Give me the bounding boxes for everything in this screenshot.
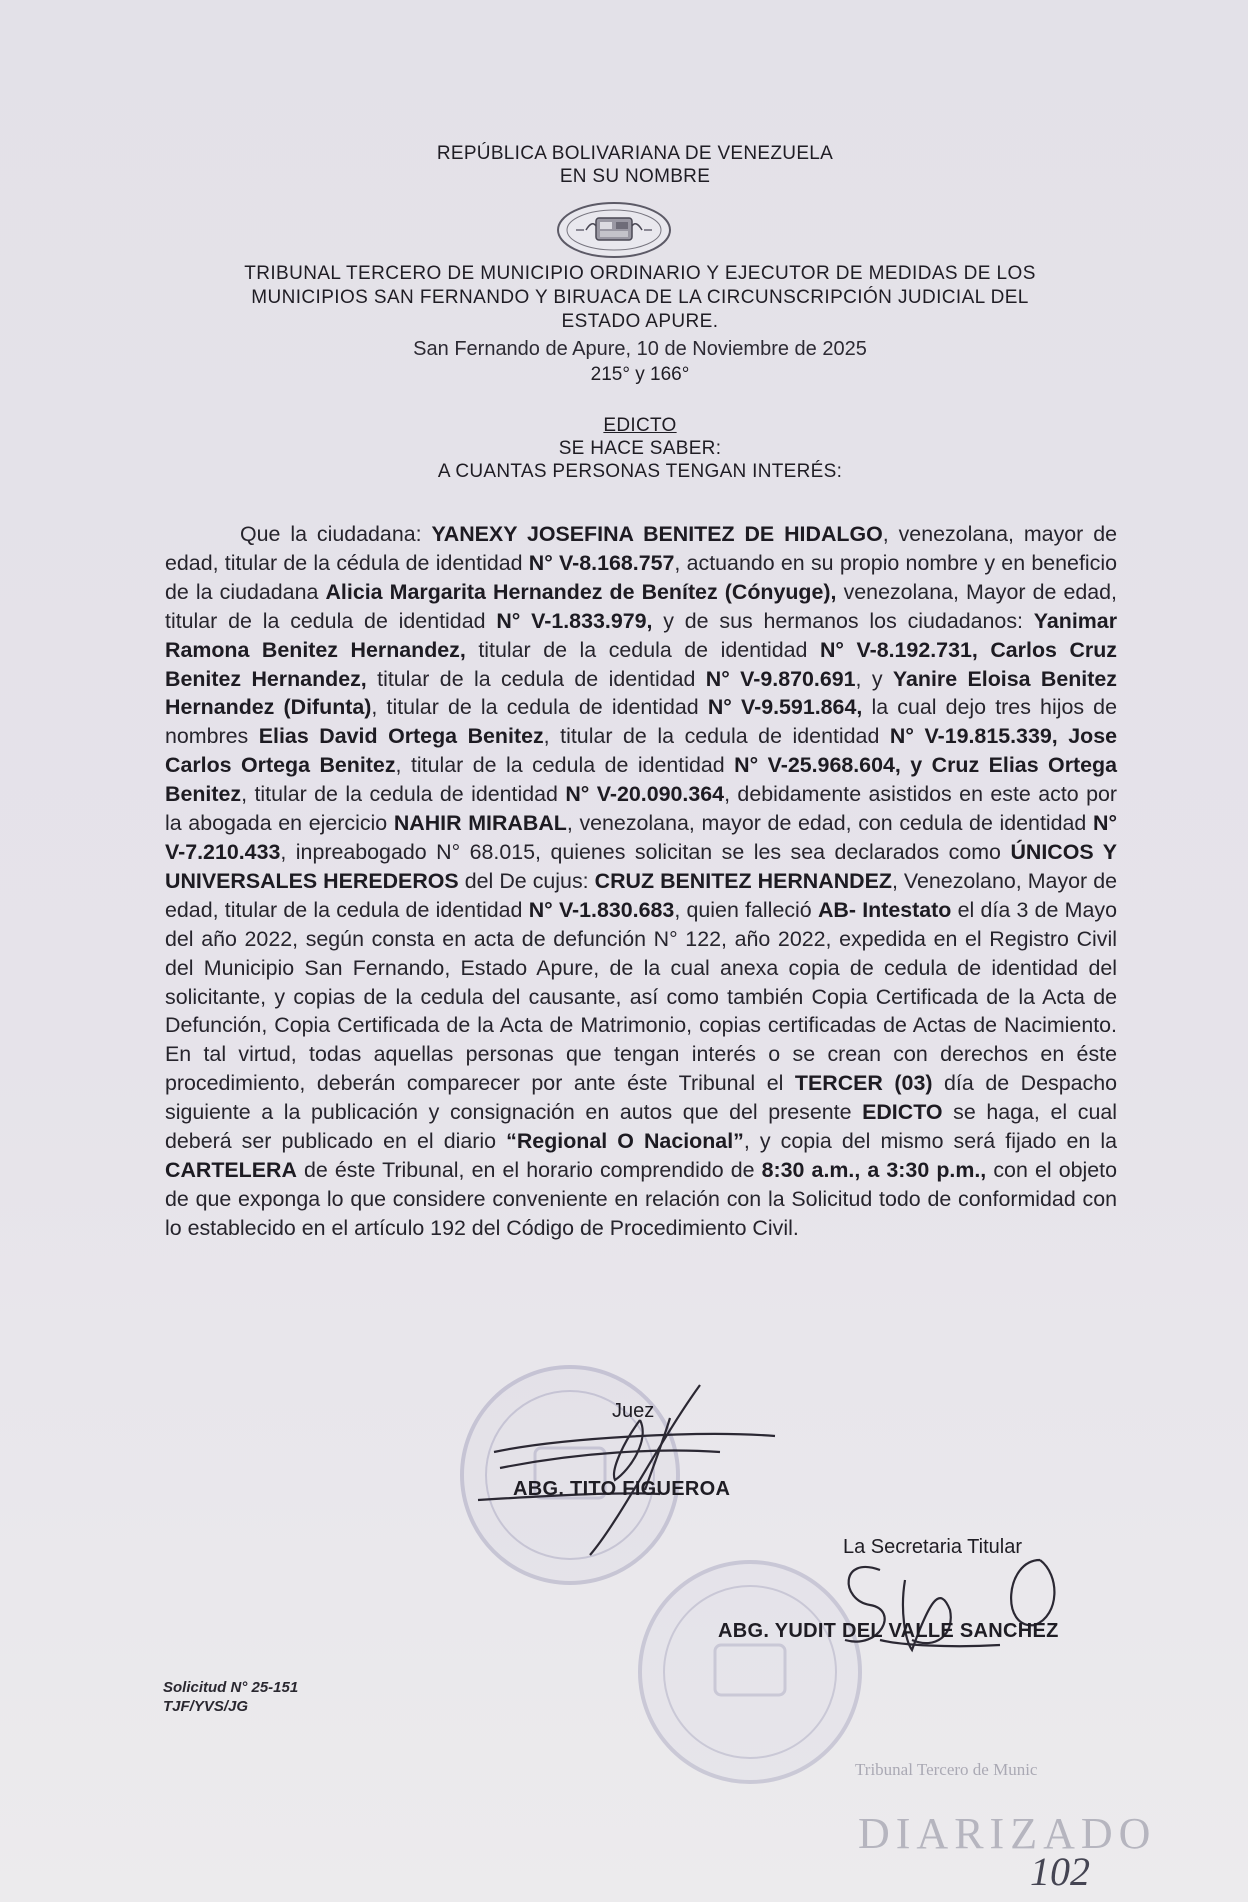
body-bold: N° V-8.192.731, Carlos Cruz Benitez Hernandez, bbox=[165, 637, 1117, 691]
body-text: con el objeto de que exponga lo que considere conveniente en relación con la Solicitud todo de conformidad con lo establecido en el artículo 192 del Código de Procedimiento Civil. bbox=[165, 1157, 1117, 1240]
body-bold: N° V-1.833.979, bbox=[496, 608, 653, 633]
body-text: , debidamente asistidos en este acto por la abogada en ejercicio bbox=[165, 782, 1117, 836]
body-text: del De cujus: bbox=[458, 868, 595, 893]
court-name bbox=[190, 262, 1090, 334]
body-bold: N° V-8.168.757 bbox=[528, 550, 675, 575]
court-line-3: ESTADO APURE. bbox=[561, 311, 719, 332]
body-bold: N° V-9.870.691 bbox=[705, 666, 856, 691]
handwritten-number: 102 bbox=[1030, 1849, 1090, 1894]
body-bold: CARTELERA bbox=[165, 1157, 297, 1182]
body-bold: 8:30 a.m., a 3:30 p.m., bbox=[761, 1157, 987, 1182]
body-text: se haga, el cual deberá ser publicado en el diario bbox=[165, 1100, 1117, 1154]
body-text: Que la ciudadana: bbox=[240, 522, 432, 546]
stamp-word: DIARIZADO bbox=[858, 1809, 1157, 1858]
secretary-title: La Secretaria Titular bbox=[843, 1536, 1022, 1558]
body-text: día de Despacho siguiente a la publicación y consignación en autos que del presente bbox=[165, 1071, 1117, 1125]
body-text: , quien falleció bbox=[674, 897, 818, 922]
body-bold: ÚNICOS Y UNIVERSALES HEREDEROS bbox=[165, 839, 1117, 893]
body-bold: Alicia Margarita Hernandez de Benítez (Cónyuge), bbox=[325, 579, 837, 604]
judge-name: ABG. TITO FIGUEROA bbox=[513, 1478, 731, 1500]
body-bold: AB- Intestato bbox=[817, 897, 952, 922]
document-date: San Fernando de Apure, 10 de Noviembre de 2025 bbox=[413, 338, 867, 360]
body-text: , actuando en su propio nombre y en beneficio de la ciudadana bbox=[165, 550, 1117, 604]
body-text: titular de la cedula de identidad bbox=[465, 637, 820, 662]
reference-line-1: Solicitud N° 25-151 bbox=[163, 1679, 299, 1696]
body-text: la cual dejo tres hijos de nombres bbox=[165, 695, 1117, 749]
edicto-line-2: A CUANTAS PERSONAS TENGAN INTERÉS: bbox=[437, 461, 843, 482]
secretary-name: ABG. YUDIT DEL VALLE SANCHEZ bbox=[718, 1620, 1059, 1642]
edicto-title: EDICTO bbox=[603, 415, 677, 436]
body-bold: CRUZ BENITEZ HERNANDEZ bbox=[594, 868, 892, 893]
body-text: venezolana, Mayor de edad, titular de la cedula de identidad bbox=[165, 579, 1118, 633]
body-bold: NAHIR MIRABAL bbox=[393, 811, 567, 836]
body-text: titular de la cedula de identidad bbox=[366, 666, 706, 691]
body-bold: Elias David Ortega Benitez bbox=[258, 724, 544, 749]
judge-title: Juez bbox=[612, 1400, 655, 1422]
body-text: , venezolana, mayor de edad, titular de la cédula de identidad bbox=[165, 522, 1117, 575]
body-bold: N° V-9.591.864, bbox=[707, 695, 863, 720]
body-bold: “Regional O Nacional” bbox=[506, 1129, 744, 1154]
body-text: , y copia del mismo será fijado en la bbox=[743, 1129, 1117, 1154]
body-bold: N° V-7.210.433 bbox=[165, 811, 1118, 864]
body-bold: N° V-1.830.683 bbox=[528, 897, 675, 922]
body-bold: EDICTO bbox=[862, 1100, 943, 1125]
body-bold: YANEXY JOSEFINA BENITEZ DE HIDALGO bbox=[431, 522, 883, 546]
secretary-stamp-icon bbox=[640, 1562, 860, 1782]
reference-line-2: TJF/YVS/JG bbox=[163, 1698, 249, 1715]
body-text: el día 3 de Mayo del año 2022, según consta en acta de defunción N° 122, año 2022, expedida en el Registro Civil del Municipio San Fernando, Estado Apure, de la cual anexa copia de cedula de identidad del solicitante, y copias de la cedula del causante, así como también Copia Certificada de la Acta de Defunción, Copia Certificada de la Acta de Matrimonio, copias certificadas de Actas de Nacimiento. En tal virtud, todas aquellas personas que tengan interés o se crean con derechos en éste procedimiento, deberán comparecer por ante éste Tribunal el bbox=[165, 897, 1117, 1096]
body-bold: TERCER (03) bbox=[794, 1071, 933, 1096]
national-seal-icon bbox=[556, 200, 672, 260]
court-line-2: MUNICIPIOS SAN FERNANDO Y BIRUACA DE LA CIRCUNSCRIPCIÓN JUDICIAL DEL bbox=[251, 287, 1029, 308]
header-republic bbox=[160, 142, 1110, 188]
header-line-1: REPÚBLICA BOLIVARIANA DE VENEZUELA bbox=[436, 143, 834, 164]
body-bold: N° V-20.090.364 bbox=[565, 782, 725, 807]
body-text: , inpreabogado N° 68.015, quienes solicitan se les sea declarados como bbox=[280, 839, 1011, 864]
body-text: , titular de la cedula de identidad bbox=[241, 782, 566, 807]
body-text: , Venezolano, Mayor de edad, titular de la cedula de identidad bbox=[165, 868, 1117, 922]
body-text: de éste Tribunal, en el horario comprendido de bbox=[296, 1157, 762, 1182]
body-text: , titular de la cedula de identidad bbox=[371, 695, 708, 720]
edicto-heading bbox=[190, 414, 1090, 483]
body-text: , y bbox=[855, 666, 893, 691]
body-bold: N° V-25.968.604, y Cruz Elias Ortega Benitez bbox=[165, 753, 1118, 807]
edicto-body bbox=[165, 520, 1117, 1243]
document-years: 215° y 166° bbox=[590, 364, 690, 385]
file-reference bbox=[163, 1678, 298, 1716]
body-paragraph bbox=[165, 520, 1117, 1243]
body-text: , titular de la cedula de identidad bbox=[395, 753, 735, 778]
court-line-1: TRIBUNAL TERCERO DE MUNICIPIO ORDINARIO Y EJECUTOR DE MEDIDAS DE LOS bbox=[244, 263, 1036, 284]
stamp-court-line: Tribunal Tercero de Munic bbox=[855, 1760, 1038, 1779]
body-text: , venezolana, mayor de edad, con cedula de identidad bbox=[566, 811, 1093, 836]
header-line-2: EN SU NOMBRE bbox=[559, 166, 711, 187]
body-bold: N° V-19.815.339, Jose Carlos Ortega Benitez bbox=[165, 724, 1118, 778]
body-text: , titular de la cedula de identidad bbox=[543, 724, 890, 749]
body-bold: Yanimar Ramona Benitez Hernandez, bbox=[165, 608, 1118, 662]
body-bold: Yanire Eloisa Benitez Hernandez (Difunta) bbox=[165, 666, 1117, 720]
body-text: y de sus hermanos los ciudadanos: bbox=[652, 608, 1034, 633]
edicto-line-1: SE HACE SABER: bbox=[558, 438, 722, 459]
